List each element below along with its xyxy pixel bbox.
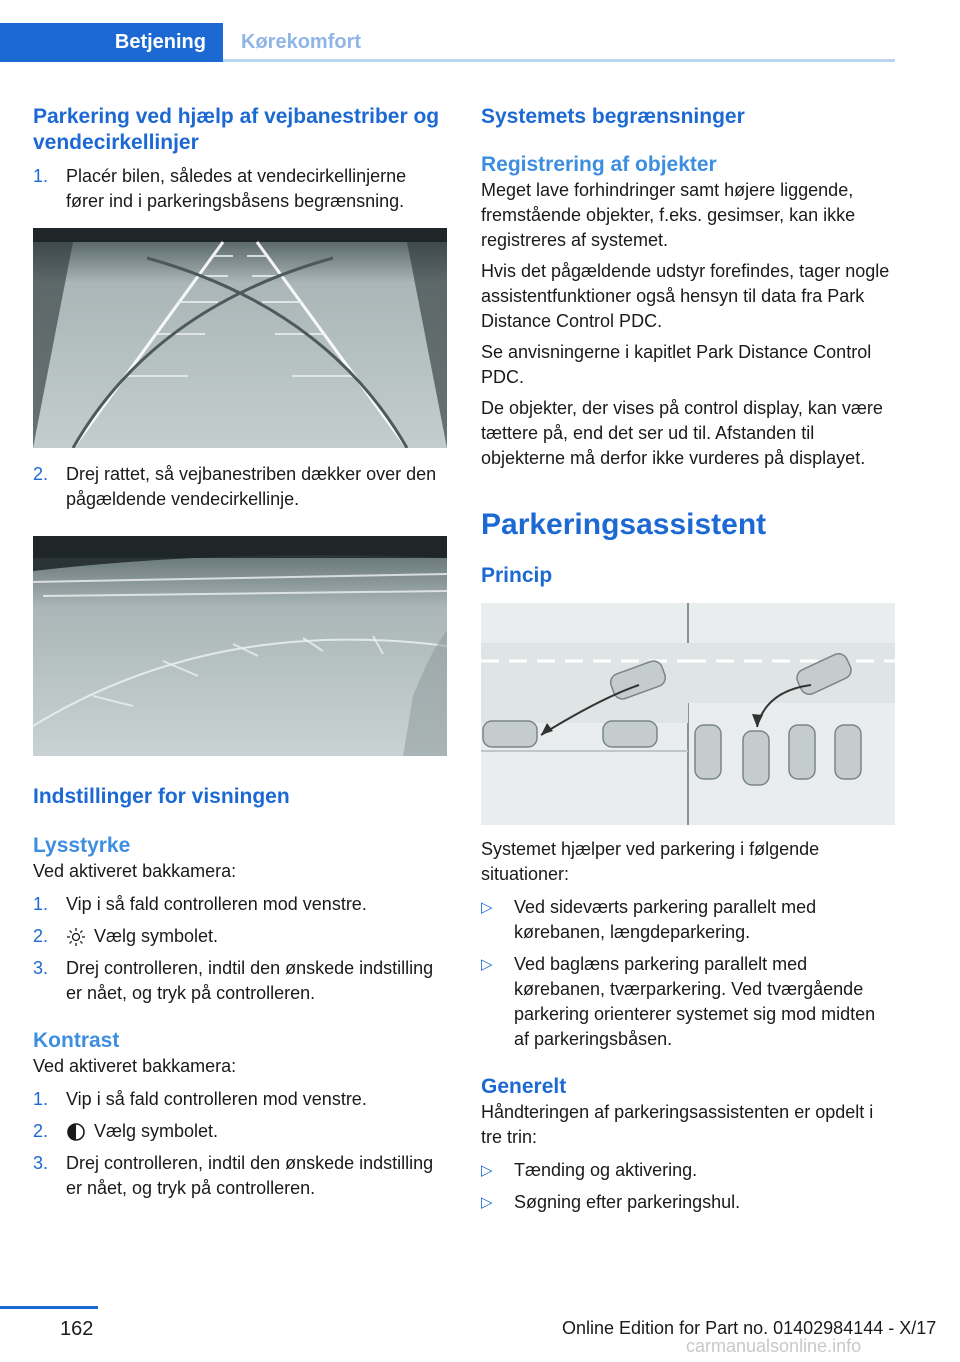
list-item-text: Tænding og aktivering. (514, 1160, 698, 1180)
paragraph: Hvis det pågældende udstyr forefindes, tager nogle assistentfunktioner også hensyn til data fra Park Distance Control PDC. (481, 261, 890, 331)
contrast-icon (66, 1122, 86, 1142)
brightness-intro: Ved aktiveret bakkamera: (33, 861, 237, 881)
step-text: Drej controlleren, indtil den ønskede indstilling er nået, og tryk på controlleren. (66, 1153, 434, 1198)
tab-korekomfort[interactable]: Kørekomfort (241, 31, 362, 53)
brightness-steps (33, 892, 447, 1006)
left-column (33, 100, 447, 1201)
triangle-bullet-icon: ▷ (481, 1194, 493, 1211)
brightness-sun-icon (66, 927, 86, 947)
list-item (33, 462, 447, 512)
tab-betjening[interactable]: Betjening (0, 23, 223, 62)
list-item-text: Søgning efter parkeringshul. (514, 1192, 741, 1212)
step-number: 1. (33, 1089, 49, 1109)
step-text: Vip i så fald controlleren mod venstre. (66, 1089, 367, 1109)
camera-image-turning-lines (33, 228, 447, 448)
steps-overview-list (481, 1158, 895, 1215)
contrast-intro: Ved aktiveret bakkamera: (33, 1056, 237, 1076)
paragraph: Meget lave forhindringer samt højere liggende, fremstående objekter, f.eks. gesimser, kan ikke registreres af systemet. (481, 180, 856, 250)
section-title-system-limits: Systemets begrænsninger (481, 105, 745, 128)
step-number: 2. (33, 926, 49, 946)
section-title-parking-assistant: Parkeringsassistent (481, 508, 767, 541)
situations-list (481, 895, 895, 1052)
chapter-tabs (0, 0, 895, 62)
step-number: 2. (33, 1121, 49, 1141)
list-item (481, 1190, 895, 1215)
paragraph: De objekter, der vises på control display, kan være tættere på, end det ser ud til. Afstanden til objekterne må derfor ikke vurderes på displayet. (481, 398, 883, 468)
footer-accent-line (0, 1306, 98, 1309)
steps-list-2 (33, 462, 447, 512)
paragraph: Systemet hjælper ved parkering i følgende situationer: (481, 839, 820, 884)
parking-diagram (481, 603, 895, 825)
step-number: 1. (33, 894, 49, 914)
edition-text: Online Edition for Part no. 01402984144 - X/17 (562, 1318, 937, 1338)
steps-list-1 (33, 164, 447, 214)
section-title-display-settings: Indstillinger for visningen (33, 785, 290, 808)
parking-principle-illustration (481, 603, 895, 825)
watermark: carmanualsonline.info (686, 1336, 862, 1356)
page-number: 162 (60, 1318, 94, 1340)
list-item-text: Ved baglæns parkering parallelt med kørebanen, tværparkering. Ved tværgående parkering orienterer systemet sig mod midten af parkeringsbåsen. (514, 954, 876, 1049)
list-item (33, 1119, 447, 1144)
list-item (481, 952, 895, 1052)
subsection-title-brightness: Lysstyrke (33, 834, 131, 857)
section-title-parking-lines: Parkering ved hjælp af vejbanestriber og vendecirkellinjer (33, 105, 440, 154)
right-column (481, 100, 895, 1215)
paragraph: Håndteringen af parkeringsassistenten er opdelt i tre trin: (481, 1102, 874, 1147)
list-item (33, 164, 447, 214)
step-text: Vælg symbolet. (94, 1121, 219, 1141)
step-number: 3. (33, 958, 49, 978)
triangle-bullet-icon: ▷ (481, 1162, 493, 1179)
camera-view-illustration-2 (33, 536, 447, 756)
contrast-steps (33, 1087, 447, 1201)
subsection-title-object-detection: Registrering af objekter (481, 153, 717, 176)
step-number: 1. (33, 166, 49, 186)
subsection-title-contrast: Kontrast (33, 1029, 120, 1052)
camera-view-illustration (33, 228, 447, 448)
subsection-title-general: Generelt (481, 1075, 567, 1098)
list-item (33, 1151, 447, 1201)
step-text: Drej rattet, så vejbanestriben dækker over den pågældende vendecirkellinje. (66, 464, 437, 509)
list-item (481, 895, 895, 945)
step-text: Placér bilen, således at vendecirkellinjerne fører ind i parkeringsbåsens begrænsning. (66, 166, 407, 211)
list-item-text: Ved sideværts parkering parallelt med kørebanen, længdeparkering. (514, 897, 817, 942)
list-item (481, 1158, 895, 1183)
triangle-bullet-icon: ▷ (481, 956, 493, 973)
list-item (33, 892, 447, 917)
list-item (33, 1087, 447, 1112)
list-item (33, 924, 447, 949)
step-text: Drej controlleren, indtil den ønskede indstilling er nået, og tryk på controlleren. (66, 958, 434, 1003)
paragraph: Se anvisningerne i kapitlet Park Distance Control PDC. (481, 342, 872, 387)
subsection-title-principle: Princip (481, 564, 553, 587)
step-text: Vip i så fald controlleren mod venstre. (66, 894, 367, 914)
camera-image-lane-stripe (33, 536, 447, 756)
step-text: Vælg symbolet. (94, 926, 219, 946)
list-item (33, 956, 447, 1006)
step-number: 3. (33, 1153, 49, 1173)
step-number: 2. (33, 464, 49, 484)
triangle-bullet-icon: ▷ (481, 899, 493, 916)
